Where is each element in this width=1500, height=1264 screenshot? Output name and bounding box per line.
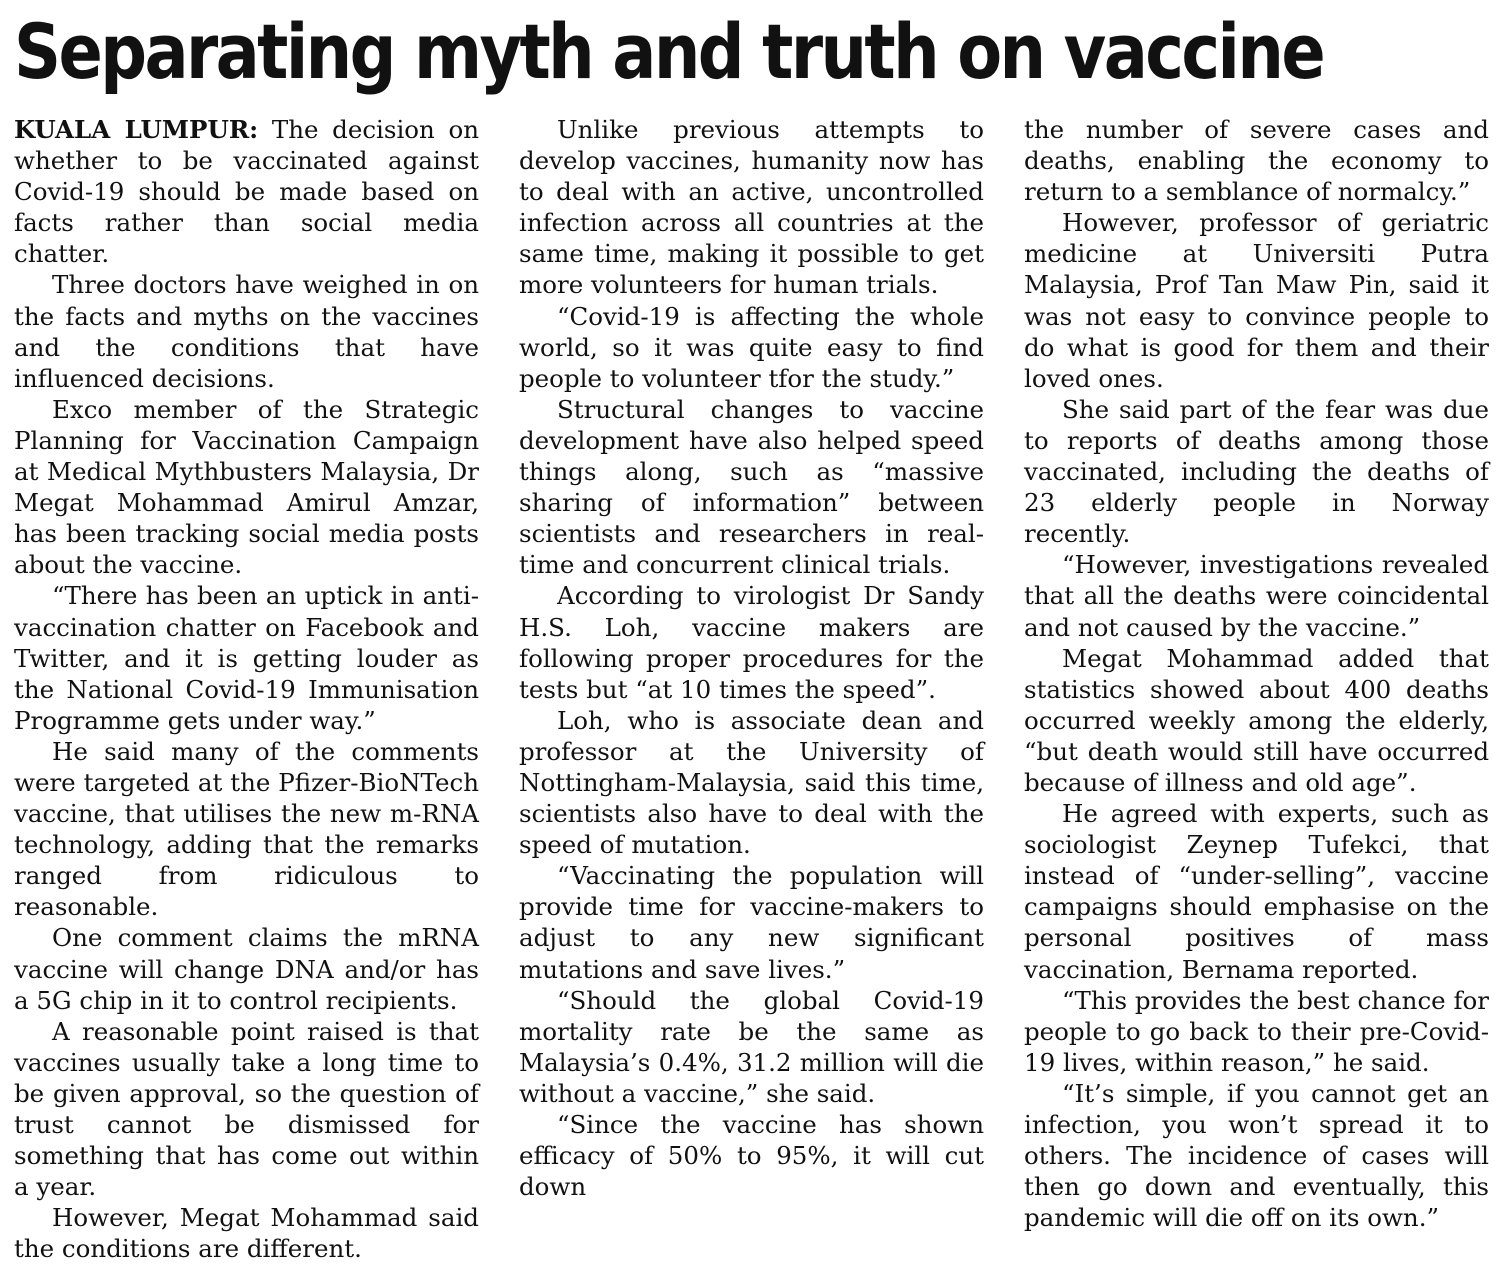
- paragraph: “This provides the best chance for people to go back to their pre-Covid-19 lives, within reason,” he said.: [1024, 985, 1489, 1077]
- paragraph: “Should the global Covid-19 mortality rate be the same as Malaysia’s 0.4%, 31.2 million will die without a vaccine,” she said.: [519, 985, 984, 1108]
- headline: Separating myth and truth on vaccine: [14, 7, 1324, 96]
- paragraph: “It’s simple, if you cannot get an infection, you won’t spread it to others. The incidence of cases will then go down and eventually, this pandemic will die off on its own.”: [1024, 1078, 1489, 1233]
- paragraph: However, Megat Mohammad said the conditions are different.: [14, 1203, 479, 1264]
- paragraph: He said many of the comments were targeted at the Pfizer-BioNTech vaccine, that utilises the new m-RNA technology, adding that the remarks ranged from ridiculous to reasonable.: [14, 736, 479, 922]
- paragraph: One comment claims the mRNA vaccine will change DNA and/or has a 5G chip in it to control recipients.: [14, 923, 479, 1015]
- column-3: [1024, 114, 1489, 1233]
- paragraph: However, professor of geriatric medicine at Universiti Putra Malaysia, Prof Tan Maw Pin, said it was not easy to convince people to do what is good for them and their loved ones.: [1024, 208, 1489, 393]
- paragraph: Megat Mohammad added that statistics showed about 400 deaths occurred weekly among the elderly, “but death would still have occurred because of illness and old age”.: [1024, 643, 1489, 797]
- paragraph: Unlike previous attempts to develop vaccines, humanity now has to deal with an active, uncontrolled infection across all countries at the same time, making it possible to get more volunteers for human trials.: [519, 115, 984, 300]
- paragraph: Exco member of the Strategic Planning for Vaccination Campaign at Medical Mythbusters Malaysia, Dr Megat Mohammad Amirul Amzar, has been tracking social media posts about the vaccine.: [14, 394, 479, 580]
- column-2: [519, 114, 984, 1202]
- paragraph: [14, 114, 479, 269]
- dateline: KUALA LUMPUR:: [14, 115, 259, 144]
- paragraph: “Covid-19 is affecting the whole world, so it was quite easy to find people to volunteer tfor the study.”: [519, 301, 984, 393]
- column-1: [14, 114, 479, 1264]
- paragraph: A reasonable point raised is that vaccines usually take a long time to be given approval, so the question of trust cannot be dismissed for something that has come out within a year.: [14, 1016, 479, 1202]
- paragraph: “However, investigations revealed that all the deaths were coincidental and not caused by the vaccine.”: [1024, 550, 1489, 642]
- paragraph-text: The decision on whether to be vaccinated against Covid-19 should be made based on facts rather than social media chatter.: [14, 115, 480, 269]
- paragraph: “Since the vaccine has shown efficacy of 50% to 95%, it will cut down: [519, 1110, 984, 1202]
- paragraph: Structural changes to vaccine development have also helped speed things along, such as “massive sharing of information” between scientists and researchers in real-time and concurrent clinical trials.: [519, 394, 984, 580]
- paragraph: the number of severe cases and deaths, enabling the economy to return to a semblance of normalcy.”: [1024, 115, 1489, 207]
- paragraph: “Vaccinating the population will provide time for vaccine-makers to adjust to any new significant mutations and save lives.”: [519, 861, 984, 984]
- paragraph: He agreed with experts, such as sociologist Zeynep Tufekci, that instead of “under-selling”, vaccine campaigns should emphasise on the personal positives of mass vaccination, Bernama reported.: [1024, 799, 1489, 984]
- paragraph: She said part of the fear was due to reports of deaths among those vaccinated, including the deaths of 23 elderly people in Norway recently.: [1024, 394, 1489, 549]
- paragraph: Loh, who is associate dean and professor at the University of Nottingham-Malaysia, said this time, scientists also have to deal with the speed of mutation.: [519, 705, 984, 860]
- paragraph: Three doctors have weighed in on the facts and myths on the vaccines and the conditions that have influenced decisions.: [14, 270, 479, 393]
- paragraph: According to virologist Dr Sandy H.S. Loh, vaccine makers are following proper procedures for the tests but “at 10 times the speed”.: [519, 581, 984, 704]
- paragraph: “There has been an uptick in anti-vaccination chatter on Facebook and Twitter, and it is getting louder as the National Covid-19 Immunisation Programme gets under way.”: [14, 581, 479, 735]
- article-body: [14, 114, 1490, 1264]
